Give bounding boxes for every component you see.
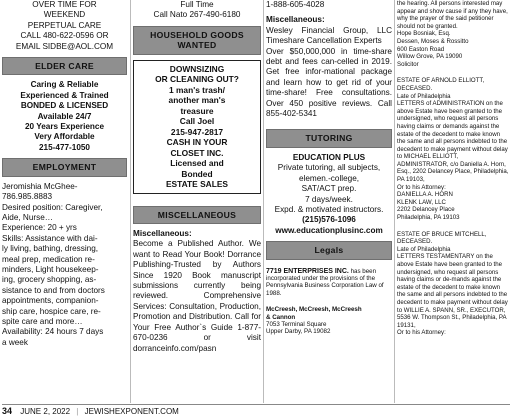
ad-line: Expd. & motivated instructors.	[274, 204, 384, 214]
ad-line: Full Time	[180, 0, 214, 9]
ad-line: BONDED & LICENSED	[20, 101, 109, 111]
ad-line: PERPETUAL CARE	[27, 20, 102, 30]
publishing-ad: Become a Published Author. We want to Read Your Book! Dorrance Publishing-Trusted by Authors Since 1920 Book manuscript submissions currently being reviewed. Comprehensive Services: Consultation, Production, Promotion and Distribution. Call for Your Free Author`s Guide 1-877-670-0236 or visit dorranceinfo.com/pasn	[133, 239, 261, 353]
ad-line: www.educationplusinc.com	[275, 225, 383, 235]
misc-title: Miscellaneous:	[266, 15, 325, 25]
column-divider	[130, 0, 131, 403]
estate-notice: ESTATE OF ARNOLD ELLIOTT, DECEASED. Late of Philadelphia LETTERS of ADMINISTRATION on the above Estate have been granted to the undersigned, who request all persons having claims or demands against the estate of the decedent to make known the same and all persons indebted to the decedent to make payment without delay to MICHAEL ELLIOTT, ADMINISTRATOR, c/o Daniella A. Horn, Esq., 2202 Delancey Place, Philadelphia, PA 19103, Or to his Attorney: DANIELLA A. HORN KLENK LAW, LLC 2202 Delancey Place Philadelphia, PA 19103	[397, 77, 509, 222]
ad-line: DOWNSIZING	[169, 63, 225, 74]
column-2	[133, 0, 261, 354]
ad-line: 1 man's trash/	[169, 84, 225, 95]
ad-line: Bonded	[181, 168, 213, 179]
ad-line: EDUCATION PLUS	[292, 152, 366, 162]
job-ad-tail	[133, 0, 261, 21]
site-name: JEWISHEXPONENT.COM	[84, 407, 179, 416]
ad-line: CALL 480-622-0596 OR	[20, 31, 109, 41]
timeshare-ad: Wesley Financial Group, LLC Timeshare Cancellation Experts Over $50,000,000 in time-share debt and fees can-celled in 2019. Get free infor-mational package and learn how to get rid of your time-share! Free consultations. Over 450 positive reviews. Call 855-402-5341	[266, 25, 392, 119]
phone-line: 1-888-605-4028	[266, 0, 325, 9]
column-4	[397, 0, 510, 337]
ad-line: another man's	[168, 95, 226, 106]
ad-line: WEEKEND	[43, 10, 86, 20]
attorney-line: & Cannon	[266, 313, 296, 321]
employment-ad: Jeromishia McGhee- 786.985.8883 Desired position: Caregiver, Aide, Nurse… Experience: 20 + yrs Skills: Assistance with dai- ly living, bathing, dressing, meal prep, medication re- minders, Light housekeep- ing, grocery shopping, as- sistance to and from doctors appointments, companion- ship care, hospice care, re- spite care and more… Availability: 24 hours 7 days a week	[2, 181, 105, 347]
ad-line: OR CLEANING OUT?	[155, 74, 239, 85]
attorney-line: 7053 Terminal Square	[266, 320, 327, 328]
ad-line: EMAIL SIDBE@AOL.COM	[15, 41, 114, 51]
perpetual-care-ad	[2, 0, 127, 52]
tutoring-ad	[266, 153, 392, 236]
page-number: 34	[2, 406, 13, 416]
employment-header: EMPLOYMENT	[2, 158, 127, 176]
ad-line: Experienced & Trained	[20, 90, 109, 100]
household-goods-header: HOUSEHOLD GOODS WANTED	[133, 26, 261, 55]
ad-line: Call Joel	[179, 116, 215, 127]
ad-line: CASH IN YOUR	[166, 137, 228, 148]
ad-line: ESTATE SALES	[165, 179, 229, 190]
ad-line: SAT/ACT prep.	[301, 184, 357, 194]
ad-line: 7 days/week.	[305, 194, 353, 204]
miscellaneous-header: MISCELLANEOUS	[133, 206, 261, 224]
ad-line: Call Nato 267-490-6180	[153, 10, 241, 20]
ad-line: (215)576-1096	[302, 215, 356, 225]
ad-line: elemen.-college,	[298, 173, 360, 183]
ad-line: 215-477-1050	[39, 142, 90, 152]
legal-notice	[266, 268, 392, 298]
ad-line: Very Affordable	[34, 132, 95, 142]
ad-line: OVER TIME FOR	[32, 0, 97, 9]
attorney-line: McCreesh, McCreesh, McCreesh	[266, 306, 362, 314]
ad-line: 215-947-2817	[170, 126, 224, 137]
estate-notice: ESTATE OF BRUCE MITCHELL, DECEASED. Late of Philadelphia LETTERS TESTAMENTARY on the above Estate have been granted to the undersigned, who request all persons having claims or de-mands against the estate of the decedent to make known the same and all persons indebted to the decedent to make payment without delay to WILLIE A. SPANN, SR., EXECUTOR, 5536 W. Thompson St., Philadelphia, PA 19131, Or to his Attorney:	[397, 230, 508, 337]
ad-line: Available 24/7	[37, 111, 92, 121]
column-divider	[263, 0, 264, 403]
elder-care-ad	[2, 80, 127, 153]
ad-line: treasure	[180, 105, 214, 116]
page-footer	[2, 404, 510, 419]
legal-notice-text: has been incorporated under the provisions of the Pennsylvania Business Corporation Law of 1988.	[266, 267, 384, 297]
tutoring-header: TUTORING	[266, 129, 392, 147]
column-divider	[394, 0, 395, 403]
ad-line: CLOSET INC.	[170, 147, 224, 158]
attorney-line: Upper Darby, PA 19082	[266, 328, 331, 336]
elder-care-header: ELDER CARE	[2, 57, 127, 75]
ad-line: Licensed and	[170, 158, 224, 169]
legals-header: Legals	[266, 241, 392, 259]
issue-date: JUNE 2, 2022	[20, 407, 71, 416]
downsizing-ad	[133, 60, 261, 194]
column-1	[2, 0, 127, 348]
ad-line: Private tutoring, all subjects,	[277, 163, 381, 173]
footer-separator: |	[76, 407, 79, 416]
ad-line: 20 Years Experience	[24, 122, 105, 132]
legal-company-name: 7719 ENTERPRISES INC.	[266, 267, 349, 275]
ad-line: Caring & Reliable	[30, 80, 99, 90]
attorney-block	[266, 306, 392, 336]
column-3	[266, 0, 392, 336]
hearing-notice: the hearing. All persons interested may appear and show cause if any they have, why the prayer of the said petitioner should not be granted. Hope Bosniak, Esq. Dessen, Moses & Rossitto 600 Easton Road Willow Grove, PA 19090 Solicitor	[397, 0, 508, 68]
misc-title: Miscellaneous:	[133, 229, 192, 239]
